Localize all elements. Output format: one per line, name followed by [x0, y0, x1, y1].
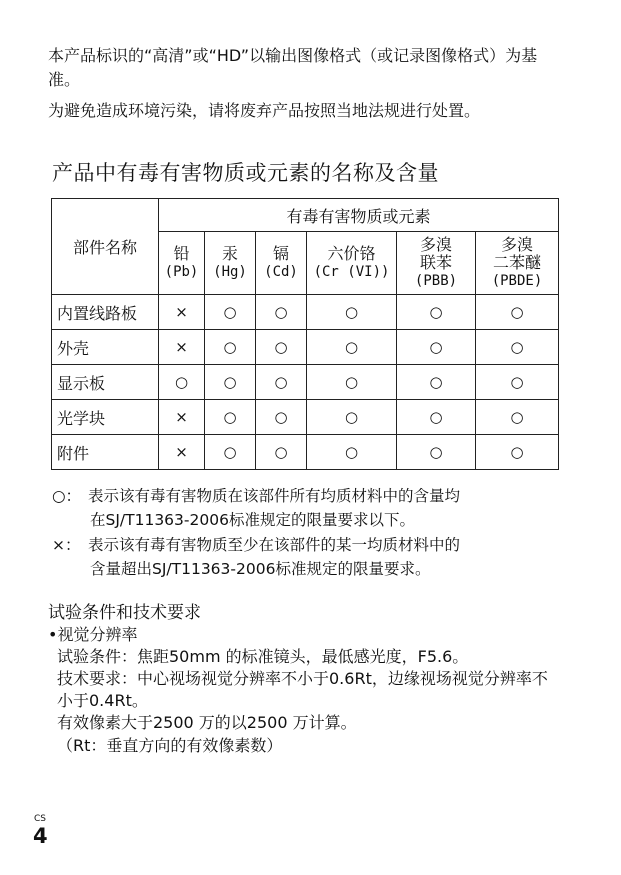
- content-mark-cell: ○: [307, 435, 397, 470]
- table-row: [52, 330, 559, 365]
- content-mark-cell: ○: [205, 330, 256, 365]
- substances-group-header: 有毒有害物质或元素: [159, 199, 559, 232]
- content-mark-cell: ○: [307, 295, 397, 330]
- content-mark-cell: ○: [397, 435, 476, 470]
- content-mark-cell: ○: [205, 295, 256, 330]
- content-mark-cell: ○: [397, 295, 476, 330]
- substance-name: 多溴 联苯: [419, 235, 452, 272]
- substance-name: 六价铬: [327, 244, 376, 263]
- substance-symbol: (Cr (VI)): [313, 264, 390, 280]
- substance-header-5: [476, 232, 559, 295]
- table-row: [52, 295, 559, 330]
- substance-header-1: [205, 232, 256, 295]
- content-mark-cell: ○: [205, 400, 256, 435]
- table-body: [52, 295, 559, 470]
- cross-note: [52, 533, 562, 581]
- page-number: 4: [33, 824, 48, 848]
- table-row: [52, 365, 559, 400]
- test-condition-text: 试验条件：焦距50mm 的标准镜头，最低感光度，F5.6。: [57, 647, 469, 666]
- content-mark-cell: ×: [159, 330, 205, 365]
- test-conditions-heading: 试验条件和技术要求: [48, 603, 201, 623]
- content-mark-cell: ○: [476, 295, 559, 330]
- effective-pixels-text: 有效像素大于2500 万的以2500 万计算。: [57, 713, 357, 732]
- content-mark-cell: ○: [256, 435, 307, 470]
- content-mark-cell: ○: [256, 400, 307, 435]
- part-name-cell: 光学块: [52, 400, 159, 435]
- content-mark-cell: ○: [307, 400, 397, 435]
- content-mark-cell: ○: [476, 435, 559, 470]
- substance-name: 汞: [221, 244, 238, 263]
- table-row: [52, 435, 559, 470]
- content-mark-cell: ○: [397, 400, 476, 435]
- content-mark-cell: ○: [307, 330, 397, 365]
- intro-paragraph-hd: 本产品标识的“高清”或“HD”以输出图像格式（或记录图像格式）为基准。: [48, 46, 538, 89]
- content-mark-cell: ○: [476, 400, 559, 435]
- substance-symbol: (Cd): [264, 264, 298, 280]
- language-code: CS: [34, 814, 46, 824]
- substance-symbol: (Pb): [164, 264, 199, 280]
- content-mark-cell: ○: [307, 365, 397, 400]
- table-title: 产品中有毒有害物质或元素的名称及含量: [52, 161, 439, 185]
- substance-symbol: (Hg): [213, 264, 247, 280]
- content-mark-cell: ○: [205, 435, 256, 470]
- cross-note-line2: 含量超出SJ/T11363-2006标准规定的限量要求。: [90, 560, 431, 578]
- content-mark-cell: ○: [159, 365, 205, 400]
- circle-note-line1: 表示该有毒有害物质在该部件所有均质材料中的含量均: [88, 487, 461, 505]
- part-name-header: 部件名称: [52, 199, 159, 295]
- content-mark-cell: ○: [205, 365, 256, 400]
- cross-note-line1: 表示该有毒有害物质至少在该部件的某一均质材料中的: [88, 536, 461, 554]
- technical-requirement-text: 技术要求：中心视场视觉分辨率不小于0.6Rt，边缘视场视觉分辨率不小于0.4Rt。: [57, 669, 548, 710]
- substance-header-2: [256, 232, 307, 295]
- substance-symbol: (PBB): [414, 273, 458, 289]
- part-name-cell: 外壳: [52, 330, 159, 365]
- table-row: [52, 400, 559, 435]
- content-mark-cell: ○: [397, 365, 476, 400]
- visual-resolution-bullet: •视觉分辨率: [48, 625, 138, 644]
- content-mark-cell: ×: [159, 295, 205, 330]
- part-name-cell: 内置线路板: [52, 295, 159, 330]
- substance-header-0: [159, 232, 205, 295]
- content-mark-cell: ○: [476, 330, 559, 365]
- part-name-cell: 附件: [52, 435, 159, 470]
- substance-header-4: [397, 232, 476, 295]
- part-name-cell: 显示板: [52, 365, 159, 400]
- intro-paragraph-disposal: 为避免造成环境污染，请将废弃产品按照当地法规进行处置。: [48, 101, 481, 120]
- substance-name: 镉: [272, 244, 289, 263]
- content-mark-cell: ○: [397, 330, 476, 365]
- cross-note-symbol: ×：: [52, 536, 81, 554]
- substance-symbol: (PBDE): [491, 273, 543, 289]
- content-mark-cell: ○: [476, 365, 559, 400]
- substance-header-3: [307, 232, 397, 295]
- content-mark-cell: ○: [256, 365, 307, 400]
- content-mark-cell: ×: [159, 400, 205, 435]
- circle-note-line2: 在SJ/T11363-2006标准规定的限量要求以下。: [90, 511, 415, 529]
- circle-note-symbol: ○：: [52, 487, 82, 505]
- content-mark-cell: ○: [256, 330, 307, 365]
- circle-note: [52, 484, 562, 532]
- content-mark-cell: ○: [256, 295, 307, 330]
- hazardous-substances-table: [51, 198, 559, 470]
- rt-definition-text: （Rt：垂直方向的有效像素数）: [57, 736, 283, 755]
- substance-name: 铅: [173, 244, 190, 263]
- substance-name: 多溴 二苯醚: [492, 235, 541, 272]
- content-mark-cell: ×: [159, 435, 205, 470]
